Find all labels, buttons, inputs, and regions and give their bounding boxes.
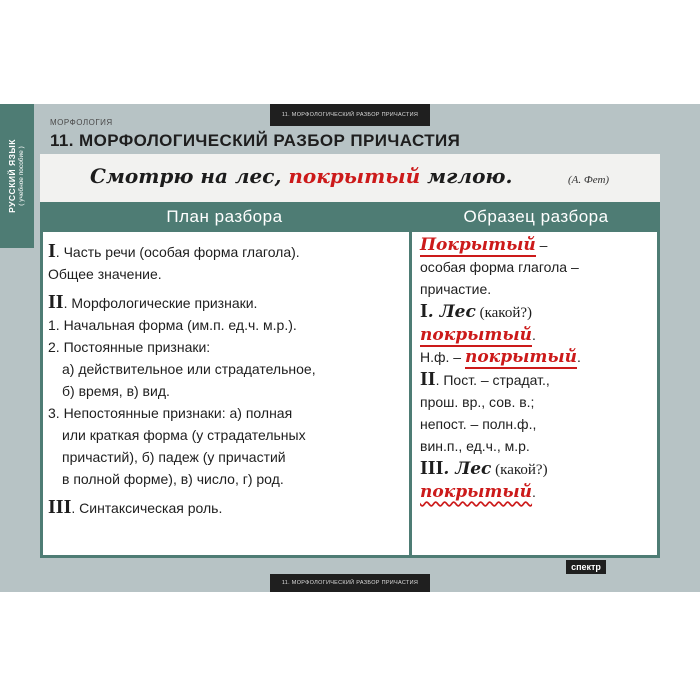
plan-item-1 [48, 240, 404, 263]
bottom-label-bar: 11. МОРФОЛОГИЧЕСКИЙ РАЗБОР ПРИЧАСТИЯ [270, 574, 430, 592]
sample-participle: покрытый [420, 325, 533, 345]
sample-line: . Пост. – страдат., [435, 372, 550, 388]
sample-noun: . Лес [427, 302, 476, 322]
initial-form-line [420, 346, 656, 368]
side-tab-label [8, 139, 26, 213]
plan-subitem-detail: или краткая форма (у страдательных [62, 427, 306, 443]
sample-line: причастие. [420, 281, 492, 297]
plan-subitem: 3. Непостоянные признаки: а) полная [48, 405, 293, 421]
side-tab-title: РУССКИЙ ЯЗЫК [7, 139, 17, 213]
sample-dot: . [532, 327, 536, 343]
sentence-start: Смотрю на лес, [90, 164, 289, 188]
sample-word: Покрытый [420, 235, 536, 255]
roman-numeral: III [420, 457, 444, 479]
plan-item-text: . Часть речи (особая форма глагола). [55, 244, 300, 260]
sample-column [420, 234, 656, 503]
plan-subitem: 2. Постоянные признаки: [48, 339, 211, 355]
sample-line: прош. вр., сов. в.; [420, 394, 535, 410]
roman-numeral: II [420, 368, 436, 390]
sample-question: (какой?) [491, 462, 548, 478]
plan-item-1-cont: Общее значение. [48, 266, 162, 282]
sample-step-3 [420, 457, 656, 481]
page-title: 11. МОРФОЛОГИЧЕСКИЙ РАЗБОР ПРИЧАСТИЯ [50, 131, 461, 150]
plan-item-text: . Морфологические признаки. [63, 295, 258, 311]
plan-subitem-detail: а) действительное или страдательное, [62, 361, 316, 377]
roman-numeral: I [48, 240, 56, 262]
plan-subitem: 1. Начальная форма (им.п. ед.ч. м.р.). [48, 317, 297, 333]
plan-item-3 [48, 496, 404, 519]
sample-noun: . Лес [443, 459, 492, 479]
sample-participle: покрытый [420, 482, 533, 502]
section-label: МОРФОЛОГИЯ [50, 118, 113, 127]
sample-step-2 [420, 368, 656, 391]
sample-dot: . [577, 349, 581, 365]
sample-dot: . [532, 484, 536, 500]
sample-line: вин.п., ед.ч., м.р. [420, 438, 530, 454]
header-sample: Образец разбора [463, 207, 609, 226]
top-label-bar: 11. МОРФОЛОГИЧЕСКИЙ РАЗБОР ПРИЧАСТИЯ [270, 104, 430, 126]
sample-word-line [420, 234, 656, 256]
sample-step-3-word [420, 481, 656, 503]
publisher-logo: спектр [566, 560, 606, 574]
plan-subitem-detail: причастий), б) падеж (у причастий [62, 449, 286, 465]
example-sentence [90, 164, 512, 188]
sentence-participle: покрытый [288, 164, 421, 188]
sample-line: особая форма глагола – [420, 259, 579, 275]
sample-line: непост. – полн.ф., [420, 416, 537, 432]
sentence-author: (А. Фет) [568, 174, 610, 186]
side-tab-subtitle: ( учебное пособие ) [18, 146, 25, 206]
roman-numeral: II [48, 291, 64, 313]
sample-step-1-word [420, 324, 656, 346]
plan-item-text: . Синтаксическая роль. [71, 500, 223, 516]
plan-item-2 [48, 291, 404, 314]
plan-column [48, 240, 404, 519]
sentence-end: мглою. [420, 164, 513, 188]
sample-question: (какой?) [475, 305, 533, 321]
column-divider [409, 202, 412, 558]
plan-subitem-detail: б) время, в) вид. [62, 383, 170, 399]
header-plan: План разбора [166, 207, 283, 226]
sample-step-1 [420, 300, 656, 324]
initial-form-word: покрытый [464, 347, 578, 367]
initial-form-label: Н.ф. – [420, 349, 465, 365]
roman-numeral: III [48, 496, 72, 518]
sample-dash: – [535, 237, 548, 253]
plan-subitem-detail: в полной форме), в) число, г) род. [62, 471, 284, 487]
roman-numeral: I [420, 300, 428, 322]
